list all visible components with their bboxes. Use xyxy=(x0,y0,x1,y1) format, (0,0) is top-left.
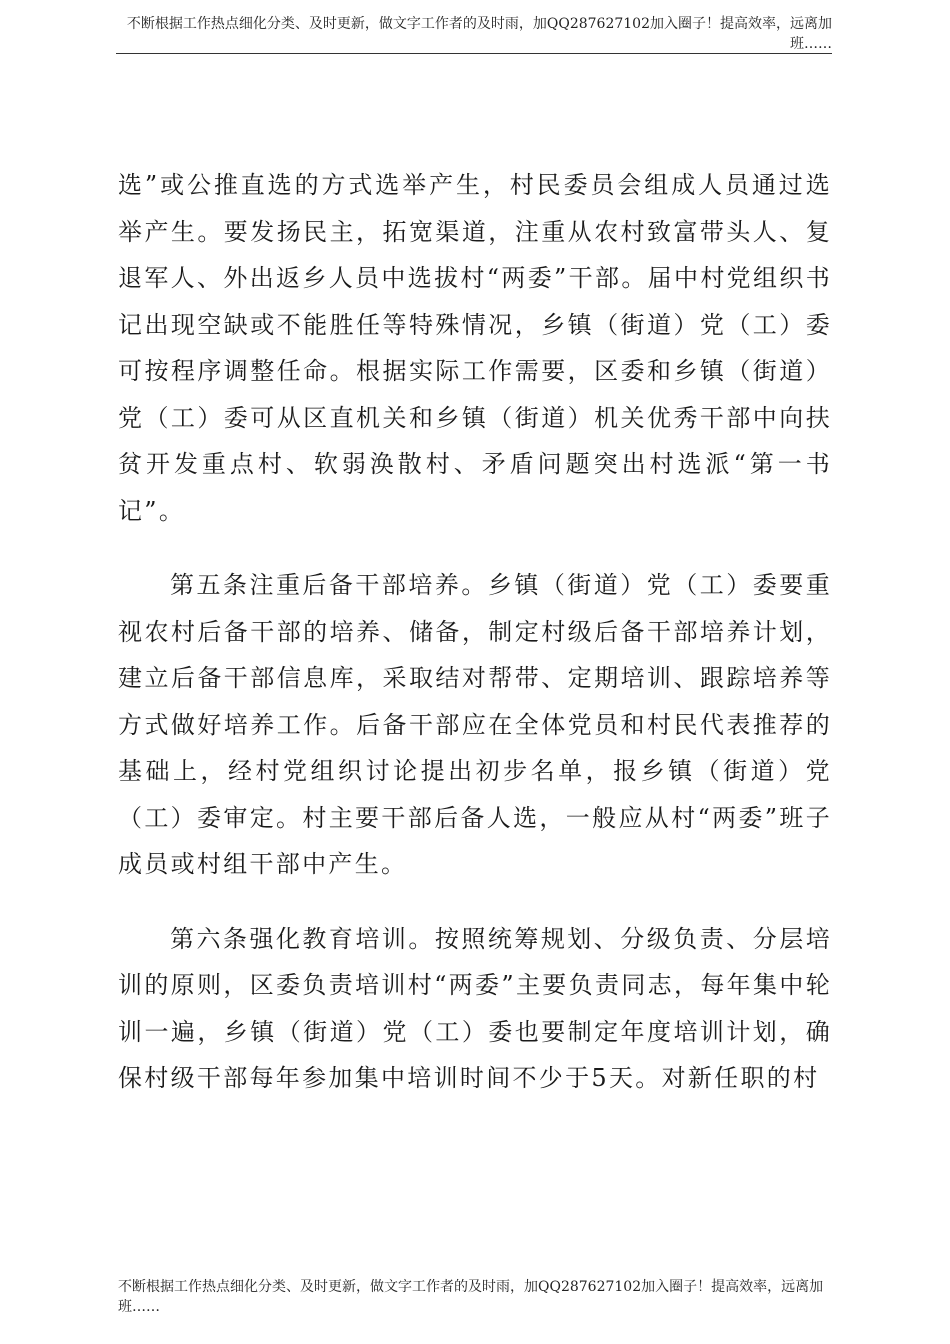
footer-text: 不断根据工作热点细化分类、及时更新，做文字工作者的及时雨，加QQ287627102加入圈子！提高效率，远离加班…… xyxy=(118,1279,824,1315)
page-footer xyxy=(118,1277,832,1317)
document-body xyxy=(118,162,832,1102)
paragraph-continuation: 选”或公推直选的方式选举产生，村民委员会组成人员通过选举产生。要发扬民主，拓宽渠道，注重从农村致富带头人、复退军人、外出返乡人员中选拔村“两委”干部。届中村党组织书记出现空缺或不能胜任等特殊情况，乡镇（街道）党（工）委可按程序调整任命。根据实际工作需要，区委和乡镇（街道）党（工）委可从区直机关和乡镇（街道）机关优秀干部中向扶贫开发重点村、软弱涣散村、矛盾问题突出村选派“第一书记”。 xyxy=(118,171,832,525)
header-divider xyxy=(116,53,832,54)
header-text: 不断根据工作热点细化分类、及时更新，做文字工作者的及时雨，加QQ287627102加入圈子！提高效率，远离加班…… xyxy=(126,16,832,52)
page-header xyxy=(118,14,832,54)
paragraph-article-5: 第五条注重后备干部培养。乡镇（街道）党（工）委要重视农村后备干部的培养、储备，制定村级后备干部培养计划，建立后备干部信息库，采取结对帮带、定期培训、跟踪培养等方式做好培养工作。后备干部应在全体党员和村民代表推荐的基础上，经村党组织讨论提出初步名单，报乡镇（街道）党（工）委审定。村主要干部后备人选，一般应从村“两委”班子成员或村组干部中产生。 xyxy=(118,571,832,878)
paragraph-article-6: 第六条强化教育培训。按照统筹规划、分级负责、分层培训的原则，区委负责培训村“两委”主要负责同志，每年集中轮训一遍，乡镇（街道）党（工）委也要制定年度培训计划，确保村级干部每年参加集中培训时间不少于5天。对新任职的村 xyxy=(118,924,832,1092)
